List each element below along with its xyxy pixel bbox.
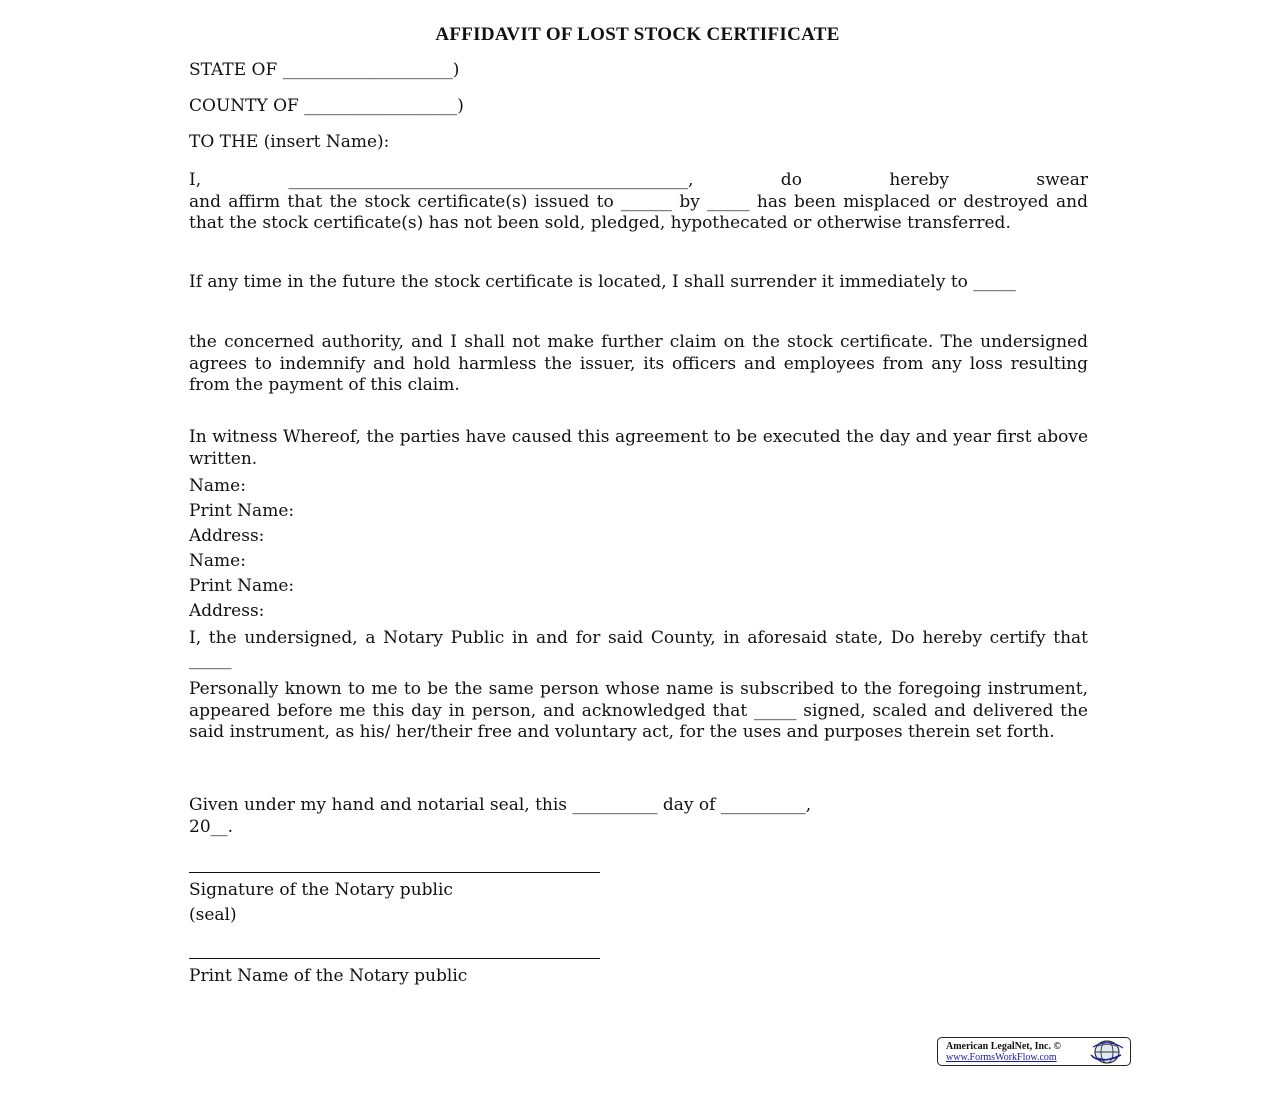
signature-block-2-print-name: Print Name: (189, 576, 295, 596)
seal-label: (seal) (189, 905, 237, 925)
witness-paragraph: In witness Whereof, the parties have caused this agreement to be executed the day and year first above written. (189, 427, 1088, 469)
indemnify-paragraph: the concerned authority, and I shall not make further claim on the stock certificate. The undersigned agrees to indemnify and hold harmless the issuer, its officers and employees from any loss resulting from the payment of this claim. (189, 332, 1088, 395)
notary-certify-paragraph: I, the undersigned, a Notary Public in and for said County, in aforesaid state, Do hereby certify that _____ (189, 628, 1088, 670)
notary-signature-line (189, 872, 600, 873)
notary-print-name-label: Print Name of the Notary public (189, 966, 468, 986)
signature-block-1-name: Name: (189, 476, 246, 496)
given-under-hand-line: Given under my hand and notarial seal, this __________ day of __________, (189, 795, 812, 815)
signature-block-2-address: Address: (189, 601, 265, 621)
affirmation-first-line: I, _______________________________________________, do hereby swear (189, 170, 1088, 190)
notary-signature-label: Signature of the Notary public (189, 880, 453, 900)
signature-block-1-address: Address: (189, 526, 265, 546)
to-line: TO THE (insert Name): (189, 132, 390, 152)
acknowledgement-paragraph: Personally known to me to be the same person whose name is subscribed to the foregoing instrument, appeared before me this day in person, and acknowledged that _____ signed, scaled and delivered the said instrument, as his/ her/their free and voluntary act, for the uses and purposes therein set forth. (189, 679, 1088, 742)
affirmation-paragraph (189, 170, 1088, 235)
affirmation-text: and affirm that the stock certificate(s) issued to ______ by _____ has been misplaced or destroyed and that the stock certificate(s) has not been sold, pledged, hypothecated or otherwise transferred. (189, 191, 1088, 233)
surrender-paragraph: If any time in the future the stock certificate is located, I shall surrender it immediately to _____ (189, 272, 1016, 292)
notary-print-name-line (189, 958, 600, 959)
logo-url-link[interactable]: www.FormsWorkFlow.com (946, 1052, 1057, 1063)
signature-block-1-print-name: Print Name: (189, 501, 295, 521)
globe-icon (1088, 1039, 1126, 1065)
logo-company-text: American LegalNet, Inc. © (946, 1041, 1061, 1052)
american-legalnet-logo[interactable] (937, 1037, 1131, 1066)
document-title: AFFIDAVIT OF LOST STOCK CERTIFICATE (435, 24, 840, 45)
signature-block-2-name: Name: (189, 551, 246, 571)
year-line: 20__. (189, 816, 234, 837)
state-line: STATE OF ____________________) (189, 60, 460, 80)
given-under-hand-paragraph (189, 795, 1088, 838)
county-line: COUNTY OF __________________) (189, 96, 464, 116)
